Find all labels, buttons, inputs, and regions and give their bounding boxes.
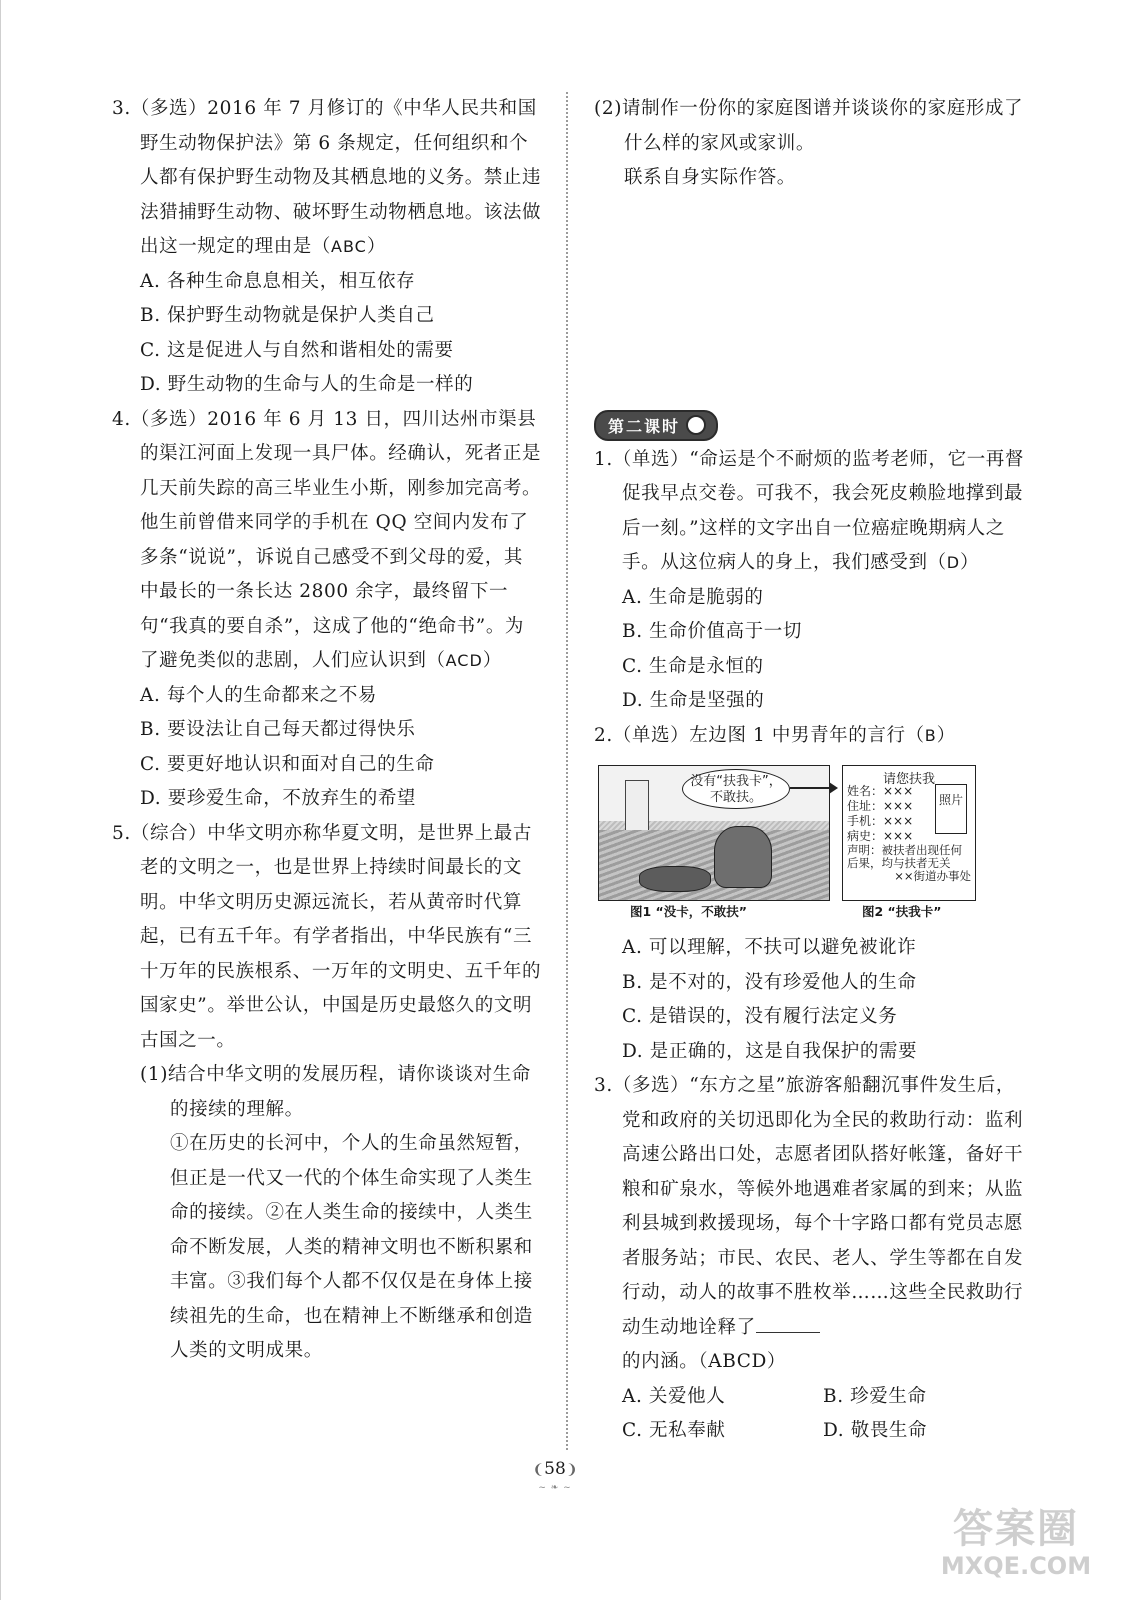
page-number-text: 58	[544, 1459, 566, 1479]
right-column	[594, 92, 1024, 1449]
card-field-phone: 手机：×××	[847, 814, 914, 828]
page-number-decoration-icon: ~ ❧ ~	[538, 1483, 572, 1493]
section-tag	[594, 410, 718, 441]
r-question-3-options-row-2	[594, 1414, 1024, 1449]
question-4-option-b: B. 要设法让自己每天都过得快乐	[140, 719, 416, 740]
r-question-2-option-a: A. 可以理解，不扶可以避免被讹诈	[622, 937, 917, 958]
figure-1-caption: 图1 “没卡，不敢扶”	[630, 904, 747, 919]
question-4-answer: ACD	[445, 651, 483, 670]
r-question-1-option-b: B. 生命价值高于一切	[622, 621, 802, 642]
fill-blank	[756, 1312, 820, 1333]
figure-1-young-man	[714, 826, 772, 888]
card-field-address: 住址：×××	[847, 799, 914, 813]
question-5-sub1-answer: ①在历史的长河中，个人的生命虽然短暂，但正是一代又一代的个体生命实现了人类生命的接续。②在人类生命的接续中，人类生命不断发展，人类的精神文明也不断积累和丰富。③我们每个人都不仅仅是在身体上接续祖先的生命，也在精神上不断继承和创造人类的文明成果。	[170, 1133, 533, 1361]
card-photo-box: 照片	[935, 784, 967, 834]
question-5-stem: 5.（综合）中华文明亦称华夏文明，是世界上最古老的文明之一，也是世界上持续时间最长的文明。中华文明历史源远流长，若从黄帝时代算起，已有五千年。有学者指出，中华民族有“三十万年的民族根系、一万年的文明史、五千年的国家史”。举世公认，中国是历史最悠久的文明古国之一。	[112, 822, 542, 1051]
figure-1-fallen-elder	[639, 866, 711, 892]
question-3-answer: ABC	[331, 237, 367, 256]
question-3-stem: 3.（多选）2016 年 7 月修订的《中华人民共和国野生动物保护法》第 6 条规定，任何组织和个人都有保护野生动物及其栖息地的义务。禁止违法猎捕野生动物、破坏野生动物栖息地。该法做出这一规定的理由是（ABC）	[112, 98, 542, 257]
r-question-2-option-b: B. 是不对的，没有珍爱他人的生命	[622, 971, 917, 993]
watermark-url: MXQE.COM	[940, 1552, 1092, 1580]
page-number	[520, 1456, 590, 1500]
r-question-2-answer: B	[924, 725, 937, 745]
question-3-option-d: D. 野生动物的生命与人的生命是一样的	[140, 374, 474, 395]
question-5-sub2-answer-block	[594, 161, 1024, 196]
r-question-3-options-row-1	[594, 1380, 1024, 1415]
speech-bubble-line-1: 没有“扶我卡”，	[690, 774, 782, 789]
card-title: 请您扶我	[882, 772, 935, 787]
question-5-sub2-title: (2)请制作一份你的家庭图谱并谈谈你的家庭形成了什么样的家风或家训。	[594, 98, 1024, 154]
r-question-2-option-c: C. 是错误的，没有履行法定义务	[622, 1006, 898, 1027]
question-4-option-a: A. 每个人的生命都来之不易	[140, 684, 378, 706]
r-question-3-option-b: B. 珍爱生命	[823, 1385, 927, 1407]
arrow-icon	[790, 787, 836, 789]
r-question-1-stem: 1.（单选）“命运是个不耐烦的监考老师，它一再督促我早点交卷。可我不，我会死皮赖脸地撑到最后一刻。”这样的文字出自一位癌症晚期病人之手。从这位病人的身上，我们感受到（D）	[594, 448, 1025, 573]
r-question-1-answer: D	[946, 553, 961, 572]
question-5-sub1-answer-block	[112, 1127, 542, 1369]
r-question-2-stem: 2.（单选）左边图 1 中男青年的言行（B）	[594, 724, 956, 746]
r-question-1-option-c: C. 生命是永恒的	[622, 655, 764, 677]
cartoon-figure	[594, 757, 1024, 925]
question-3-option-b: B. 保护野生动物就是保护人类自己	[140, 305, 435, 326]
r-question-3-stem: 3.（多选）“东方之星”旅游客船翻沉事件发生后，党和政府的关切迅即化为全民的救助行动：监利高速公路出口处，志愿者团队搭好帐篷，备好干粮和矿泉水，等候外地遇难者家属的到来；从监利县城到救援现场，每个十字路口都有党员志愿者服务站；市民、农民、老人、学生等都在自发行动，动人的故事不胜枚举……这些全民救助行动生动地诠释了	[594, 1075, 1024, 1338]
question-3-option-a: A. 各种生命息息相关，相互依存	[140, 270, 416, 292]
question-4-stem: 4.（多选）2016 年 6 月 13 日，四川达州市渠县的渠江河面上发现一具尸体。经确认，死者正是几天前失踪的高三毕业生小斯，刚参加完高考。他生前曾借来同学的手机在 QQ 空间内发布了多条“说说”，诉说自己感受不到父母的爱，其中最长的一条长达 2800 余字，最终留下一句“我真的要自杀”，这成了他的“绝命书”。为了避免类似的悲剧，人们应认识到（ACD）	[112, 408, 542, 671]
r-question-3-option-a: A. 关爱他人	[622, 1385, 726, 1407]
card-declaration-text: 声明：被扶者出现任何后果，均与扶者无关	[847, 843, 962, 870]
question-5-sub2-answer: 联系自身实际作答。	[624, 167, 796, 188]
speech-bubble-line-2: 不敢扶。	[709, 790, 762, 805]
blank-space	[594, 196, 1024, 404]
ornament-left-icon: ❨	[532, 1462, 545, 1478]
question-4-option-d: D. 要珍爱生命，不放弃生的希望	[140, 788, 417, 809]
column-divider	[566, 92, 568, 1450]
watermark	[916, 1506, 1116, 1590]
figure-2-caption: 图2 “扶我卡”	[862, 904, 942, 919]
section-tag-dot-icon	[686, 415, 706, 435]
card-office: ××街道办事处	[894, 869, 971, 883]
r-question-3-option-c: C. 无私奉献	[622, 1420, 726, 1441]
watermark-cn: 答案圈	[953, 1506, 1079, 1552]
r-question-1-option-d: D. 生命是坚强的	[622, 690, 765, 711]
figure-1-building	[625, 780, 649, 834]
card-field-name: 姓名：×××	[847, 784, 914, 798]
r-question-2-option-d: D. 是正确的，这是自我保护的需要	[622, 1040, 918, 1062]
question-5-sub1-title: (1)结合中华文明的发展历程，请你谈谈对生命的接续的理解。	[140, 1064, 531, 1120]
r-question-3-option-d: D. 敬畏生命	[823, 1420, 928, 1441]
r-question-1-option-a: A. 生命是脆弱的	[622, 586, 764, 608]
card-field-history: 病史：×××	[847, 829, 914, 843]
left-column	[112, 92, 542, 1369]
card-declaration	[847, 844, 971, 883]
r-question-3-tail: 的内涵。（ABCD）	[622, 1351, 787, 1372]
ornament-right-icon: ❩	[565, 1462, 578, 1478]
question-3-option-c: C. 这是促进人与自然和谐相处的需要	[140, 339, 454, 361]
question-4-option-c: C. 要更好地认识和面对自己的生命	[140, 753, 435, 775]
section-tag-label: 第二课时	[608, 416, 681, 436]
speech-bubble	[682, 769, 790, 809]
figure-2-card	[842, 765, 976, 901]
